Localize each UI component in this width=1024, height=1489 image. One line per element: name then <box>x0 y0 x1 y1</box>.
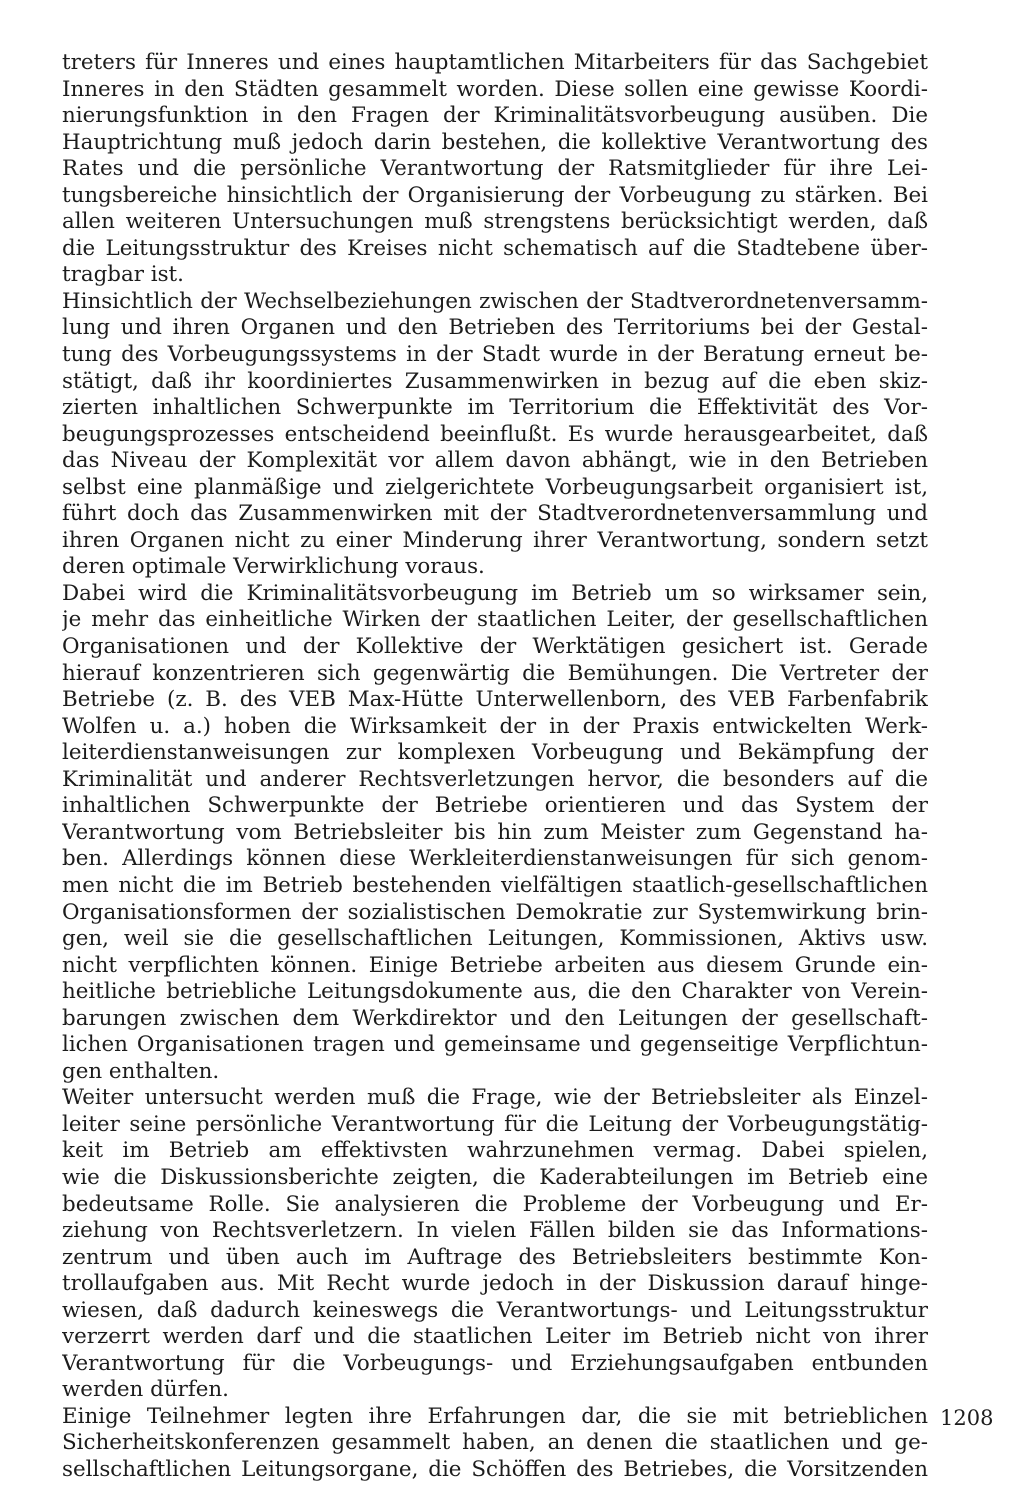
text-line: Organisationsformen der sozialistischen Demokratie zur Systemwirkung brin- <box>62 899 928 925</box>
page-number: 1208 <box>940 1406 994 1430</box>
text-line: Inneres in den Städten gesammelt worden. Diese sollen eine gewisse Koordi- <box>62 76 928 102</box>
text-line: beugungsprozesses entscheidend beeinflußt. Es wurde herausgearbeitet, daß <box>62 421 928 447</box>
text-line: ziehung von Rechtsverletzern. In vielen Fällen bilden sie das Informations- <box>62 1218 928 1244</box>
text-line: ben. Allerdings können diese Werkleiterdienstanweisungen für sich genom- <box>62 846 928 872</box>
text-line: gen, weil sie die gesellschaftlichen Leitungen, Kommissionen, Aktivs usw. <box>62 926 928 952</box>
text-line: Kriminalität und anderer Rechtsverletzungen hervor, die besonders auf die <box>62 766 928 792</box>
text-line: trollaufgaben aus. Mit Recht wurde jedoch in der Diskussion darauf hinge- <box>62 1271 928 1297</box>
text-line: gen enthalten. <box>62 1058 220 1084</box>
text-line: Dabei wird die Kriminalitätsvorbeugung im Betrieb um so wirksamer sein, <box>62 580 928 606</box>
text-line: Weiter untersucht werden muß die Frage, wie der Betriebsleiter als Einzel- <box>62 1085 928 1111</box>
text-line: Einige Teilnehmer legten ihre Erfahrungen dar, die sie mit betrieblichen <box>62 1403 928 1429</box>
paragraph <box>62 289 928 581</box>
text-line: hierauf konzentrieren sich gegenwärtig die Bemühungen. Die Vertreter der <box>62 660 928 686</box>
text-line: Rates und die persönliche Verantwortung der Ratsmitglieder für ihre Lei- <box>62 156 928 182</box>
text-line: heitliche betriebliche Leitungsdokumente aus, die den Charakter von Verein- <box>62 979 928 1005</box>
text-line: treters für Inneres und eines hauptamtlichen Mitarbeiters für das Sachgebiet <box>62 50 928 75</box>
text-line: je mehr das einheitliche Wirken der staatlichen Leiter, der gesellschaftlichen <box>62 607 928 633</box>
text-line: wiesen, daß dadurch keineswegs die Verantwortungs- und Leitungsstruktur <box>62 1297 928 1323</box>
text-line: men nicht die im Betrieb bestehenden vielfältigen staatlich-gesellschaftlichen <box>62 872 928 898</box>
text-line: barungen zwischen dem Werkdirektor und den Leitungen der gesellschaft- <box>62 1005 928 1031</box>
text-line: zierten inhaltlichen Schwerpunkte im Territorium die Effektivität des Vor- <box>62 395 928 421</box>
text-line: Verantwortung vom Betriebsleiter bis hin zum Meister zum Gegenstand ha- <box>62 819 928 845</box>
paragraph <box>62 581 928 1085</box>
text-line: nicht verpflichten können. Einige Betriebe arbeiten aus diesem Grunde ein- <box>62 952 928 978</box>
text-line: lung und ihren Organen und den Betrieben des Territoriums bei der Gestal- <box>62 315 928 341</box>
text-line: deren optimale Verwirklichung voraus. <box>62 554 485 580</box>
text-line: sellschaftlichen Leitungsorgane, die Schöffen des Betriebes, die Vorsitzenden <box>62 1456 928 1482</box>
text-line: Sicherheitskonferenzen gesammelt haben, an denen die staatlichen und ge- <box>62 1430 928 1456</box>
text-line: selbst eine planmäßige und zielgerichtete Vorbeugungsarbeit organisiert ist, <box>62 474 928 500</box>
text-line: inhaltlichen Schwerpunkte der Betriebe orientieren und das System der <box>62 793 928 819</box>
text-line: tung des Vorbeugungssystems in der Stadt wurde in der Beratung erneut be- <box>62 342 928 368</box>
paragraph <box>62 1404 928 1484</box>
text-line: das Niveau der Komplexität vor allem davon abhängt, wie in den Betrieben <box>62 448 928 474</box>
text-line: werden dürfen. <box>62 1377 229 1403</box>
text-line: nierungsfunktion in den Fragen der Kriminalitätsvorbeugung ausüben. Die <box>62 103 928 129</box>
text-line: verzerrt werden darf und die staatlichen Leiter im Betrieb nicht von ihrer <box>62 1324 928 1350</box>
text-line: Betriebe (z. B. des VEB Max-Hütte Unterwellenborn, des VEB Farbenfabrik <box>62 687 928 713</box>
text-line: wie die Diskussionsberichte zeigten, die Kaderabteilungen im Betrieb eine <box>62 1164 928 1190</box>
text-line: ihren Organen nicht zu einer Minderung ihrer Verantwortung, sondern setzt <box>62 527 928 553</box>
text-line: Hinsichtlich der Wechselbeziehungen zwischen der Stadtverordnetenversamm- <box>62 288 928 314</box>
text-line: keit im Betrieb am effektivsten wahrzunehmen vermag. Dabei spielen, <box>62 1138 928 1164</box>
text-line: bedeutsame Rolle. Sie analysieren die Probleme der Vorbeugung und Er- <box>62 1191 928 1217</box>
text-line: die Leitungsstruktur des Kreises nicht schematisch auf die Stadtebene über- <box>62 235 928 261</box>
text-line: tungsbereiche hinsichtlich der Organisierung der Vorbeugung zu stärken. Bei <box>62 182 928 208</box>
text-line: Verantwortung für die Vorbeugungs- und Erziehungsaufgaben entbunden <box>62 1350 928 1376</box>
text-line: Organisationen und der Kollektive der Werktätigen gesichert ist. Gerade <box>62 634 928 660</box>
text-line: tragbar ist. <box>62 262 184 288</box>
text-line: leiter seine persönliche Verantwortung für die Leitung der Vorbeugungstätig- <box>62 1111 928 1137</box>
text-line: lichen Organisationen tragen und gemeinsame und gegenseitige Verpflichtun- <box>62 1032 928 1058</box>
text-line: allen weiteren Untersuchungen muß strengstens berücksichtigt werden, daß <box>62 209 928 235</box>
text-line: Wolfen u. a.) hoben die Wirksamkeit der in der Praxis entwickelten Werk- <box>62 713 928 739</box>
text-line: stätigt, daß ihr koordiniertes Zusammenwirken in bezug auf die eben skiz- <box>62 368 928 394</box>
text-line: führt doch das Zusammenwirken mit der Stadtverordnetenversammlung und <box>62 501 928 527</box>
text-line: Hauptrichtung muß jedoch darin bestehen, die kollektive Verantwortung des <box>62 129 928 155</box>
paragraph <box>62 1085 928 1404</box>
text-line: zentrum und üben auch im Auftrage des Betriebsleiters bestimmte Kon- <box>62 1244 928 1270</box>
text-line: leiterdienstanweisungen zur komplexen Vorbeugung und Bekämpfung der <box>62 740 928 766</box>
paragraph <box>62 50 928 289</box>
body-text <box>62 50 928 1484</box>
